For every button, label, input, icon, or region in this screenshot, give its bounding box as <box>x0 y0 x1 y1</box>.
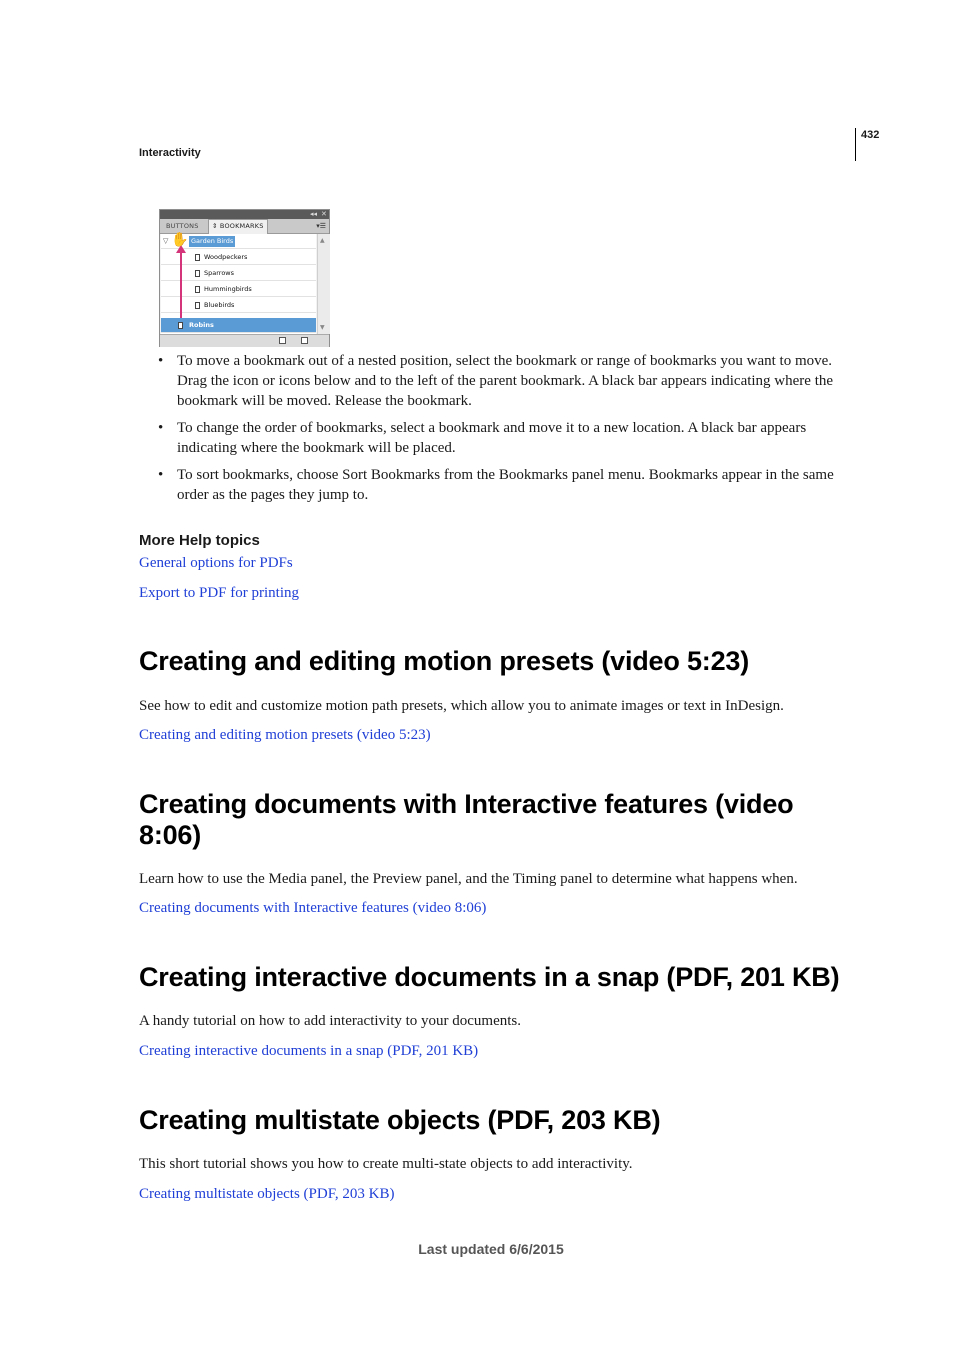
list-item-text: To sort bookmarks, choose Sort Bookmarks from the Bookmarks panel menu. Bookmarks appear in the same order as the pages they jump to. <box>177 467 834 503</box>
section-heading-interactive-features: Creating documents with Interactive features (video 8:06) <box>139 789 794 850</box>
page-icon <box>195 270 200 277</box>
section-text-interactive-features: Learn how to use the Media panel, the Preview panel, and the Timing panel to determine what happens when. <box>139 871 798 887</box>
link-interactive-features-video[interactable]: Creating documents with Interactive features (video 8:06) <box>139 900 487 916</box>
bookmark-label: Sparrows <box>204 269 235 277</box>
section-heading-motion-presets: Creating and editing motion presets (video 5:23) <box>139 646 749 676</box>
hand-cursor-icon: ✋ <box>171 233 189 248</box>
bookmark-item-selected <box>161 318 316 333</box>
section-text-motion-presets: See how to edit and customize motion path presets, which allow you to animate images or text in InDesign. <box>139 698 784 714</box>
bullet-icon: • <box>158 467 164 483</box>
panel-scrollbar <box>317 234 330 334</box>
bookmark-label: Robins <box>189 321 214 329</box>
list-item <box>139 418 849 458</box>
page-icon <box>195 302 200 309</box>
link-multistate-pdf[interactable]: Creating multistate objects (PDF, 203 KB) <box>139 1186 395 1202</box>
panel-title-bar <box>160 210 329 219</box>
page-number: 432 <box>861 129 880 141</box>
section-heading-interactive-snap: Creating interactive documents in a snap (PDF, 201 KB) <box>139 962 840 992</box>
section-heading-multistate: Creating multistate objects (PDF, 203 KB) <box>139 1105 661 1135</box>
section-text-multistate: This short tutorial shows you how to create multi-state objects to add interactivity. <box>139 1156 633 1172</box>
bookmark-label: Bluebirds <box>204 301 235 309</box>
tab-buttons: BUTTONS <box>166 222 199 230</box>
running-head: Interactivity <box>139 147 201 159</box>
bookmarks-panel-figure <box>159 209 330 347</box>
instructions-list <box>139 351 849 512</box>
collapse-icon: ◂◂ <box>310 210 318 218</box>
list-item <box>139 465 849 505</box>
page-icon <box>195 286 200 293</box>
list-item-text: To change the order of bookmarks, select a bookmark and move it to a new location. A black bar appears indicating where the bookmark will be placed. <box>177 420 807 456</box>
bullet-icon: • <box>158 353 164 369</box>
page-number-rule <box>855 128 856 161</box>
close-icon: ✕ <box>321 210 327 218</box>
link-interactive-snap-pdf[interactable]: Creating interactive documents in a snap (PDF, 201 KB) <box>139 1043 479 1059</box>
scroll-up-icon: ▲ <box>320 237 325 244</box>
link-general-options-pdfs[interactable]: General options for PDFs <box>139 555 293 571</box>
list-item <box>139 351 849 411</box>
scroll-down-icon: ▼ <box>320 324 325 331</box>
trash-icon <box>301 337 308 344</box>
list-item-text: To move a bookmark out of a nested position, select the bookmark or range of bookmarks you want to move. Drag the icon or icons below and to the left of the parent bookmark. A black bar appears indicating where the bookmark will be moved. Release the bookmark. <box>177 353 834 409</box>
bookmark-item <box>161 266 316 281</box>
panel-tabs <box>160 219 329 234</box>
new-bookmark-icon <box>279 337 286 344</box>
bookmark-item <box>161 298 316 313</box>
tab-bookmarks-label: BOOKMARKS <box>219 222 264 230</box>
last-updated: Last updated 6/6/2015 <box>418 1241 564 1257</box>
drag-path-line <box>180 252 182 318</box>
section-text-interactive-snap: A handy tutorial on how to add interactivity to your documents. <box>139 1013 522 1029</box>
expand-triangle-icon: ▽ <box>163 237 169 245</box>
page-icon <box>178 322 183 329</box>
more-help-title: More Help topics <box>139 532 260 549</box>
tab-bookmarks <box>208 219 268 234</box>
bookmark-label: Garden Birds <box>191 237 234 245</box>
panel-menu-icon: ▾☰ <box>316 222 326 230</box>
page-icon <box>195 254 200 261</box>
link-motion-presets-video[interactable]: Creating and editing motion presets (video 5:23) <box>139 727 431 743</box>
bookmark-item <box>161 282 316 297</box>
bullet-icon: • <box>158 420 164 436</box>
bookmark-label: Woodpeckers <box>204 253 248 261</box>
sort-arrows-icon: ⇕ <box>212 222 220 230</box>
link-export-pdf-printing[interactable]: Export to PDF for printing <box>139 585 299 601</box>
panel-footer <box>160 334 329 347</box>
bookmark-label: Hummingbirds <box>204 285 252 293</box>
